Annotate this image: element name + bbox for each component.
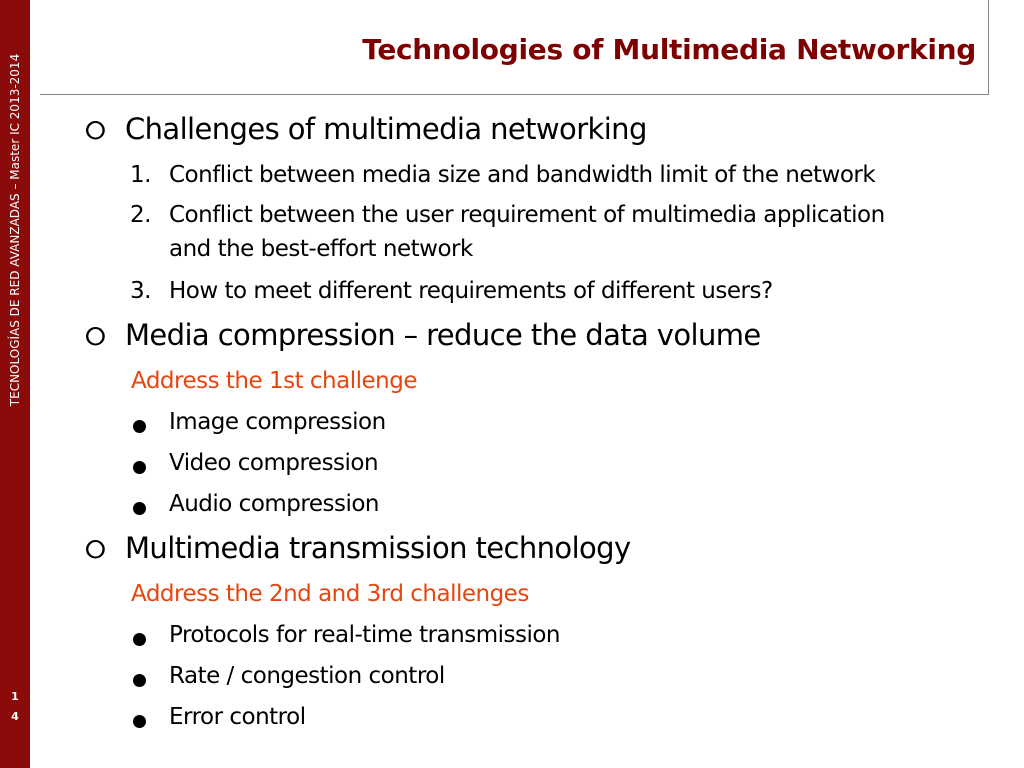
slide-title: Technologies of Multimedia Networking (362, 33, 976, 66)
filled-dot-bullet-icon (133, 420, 146, 433)
item-text: Protocols for real-time transmission (169, 622, 561, 648)
course-label: TECNOLOGÍAS DE RED AVANZADAS – Master IC 2013-2014 (8, 53, 22, 407)
item-text: Rate / congestion control (169, 663, 445, 689)
section-note: Address the 2nd and 3rd challenges (131, 581, 529, 607)
hollow-circle-bullet-icon: ⭘ (85, 322, 106, 352)
item-text: Error control (169, 704, 306, 730)
hollow-circle-bullet-icon: ⭘ (85, 116, 106, 146)
item-text: and the best-effort network (169, 236, 473, 262)
section-heading-compression (85, 318, 761, 353)
item-number: 3. (130, 278, 151, 304)
page-number-digit-2: 4 (11, 710, 19, 723)
item-number: 1. (130, 162, 151, 188)
filled-dot-bullet-icon (133, 461, 146, 474)
item-number: 2. (130, 202, 151, 228)
section-heading-transmission (85, 531, 631, 566)
section-heading-text: Media compression – reduce the data volume (125, 318, 761, 352)
section-heading-text: Challenges of multimedia networking (125, 112, 647, 146)
page-number-digit-1: 1 (11, 690, 19, 703)
filled-dot-bullet-icon (133, 633, 146, 646)
section-heading-text: Multimedia transmission technology (125, 531, 631, 565)
item-text: How to meet different requirements of different users? (169, 278, 773, 304)
item-text: Conflict between media size and bandwidth limit of the network (169, 162, 876, 188)
filled-dot-bullet-icon (133, 674, 146, 687)
filled-dot-bullet-icon (133, 502, 146, 515)
hollow-circle-bullet-icon: ⭘ (85, 535, 106, 565)
section-heading-challenges (85, 112, 647, 147)
item-text: Conflict between the user requirement of multimedia application (169, 202, 885, 228)
section-note: Address the 1st challenge (131, 368, 417, 394)
item-text: Audio compression (169, 491, 380, 517)
item-text: Video compression (169, 450, 379, 476)
item-text: Image compression (169, 409, 386, 435)
filled-dot-bullet-icon (133, 715, 146, 728)
